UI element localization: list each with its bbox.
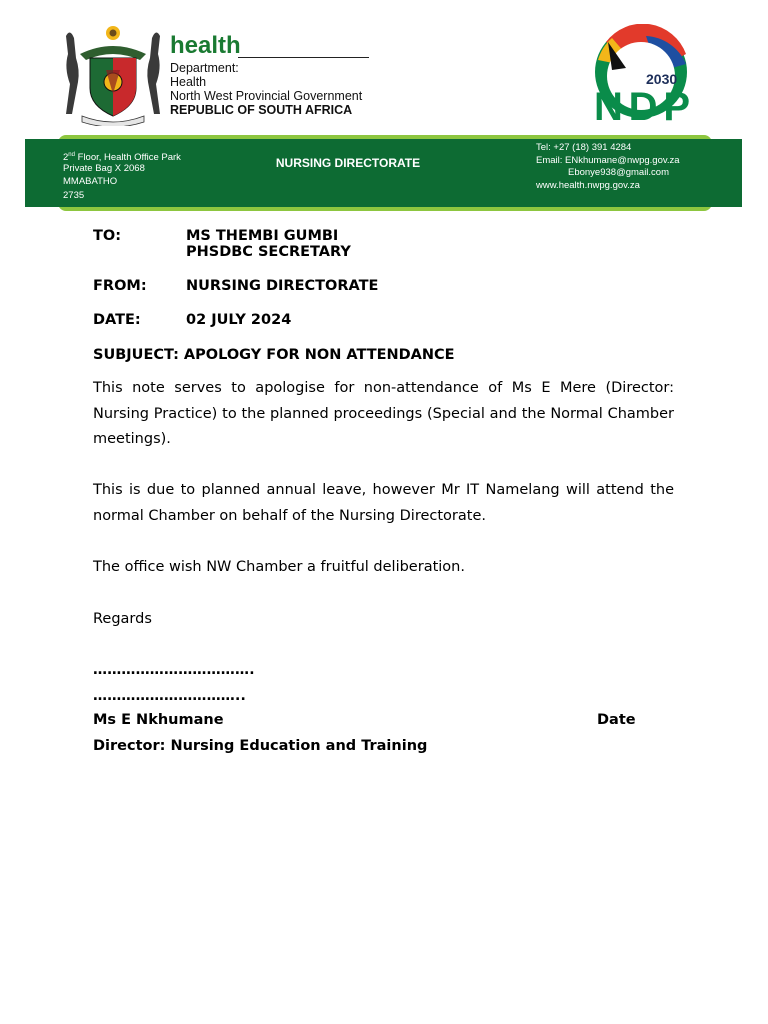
coat-of-arms-logo [60, 24, 166, 126]
ndp-2030-logo [586, 24, 696, 124]
department-name: Health [170, 75, 207, 89]
to-label: TO: [93, 228, 122, 244]
address-town: MMABATHO [63, 176, 118, 187]
signatory-title: Director: Nursing Education and Training [93, 738, 428, 754]
body-paragraph-3: The office wish NW Chamber a fruitful deliberation. [93, 559, 465, 575]
body-paragraph-1: This note serves to apologise for non-attendance of Ms E Mere (Director: Nursing Practice) to the planned proceedings (Special and the Normal Chamber meetings). [93, 380, 674, 447]
logo-rule [238, 57, 369, 58]
date-value: 02 JULY 2024 [186, 312, 292, 328]
from-value: NURSING DIRECTORATE [186, 278, 379, 294]
address-floor-text: Floor, Health Office Park [74, 152, 181, 164]
to-name: MS THEMBI GUMBI [186, 228, 339, 244]
signature-date-label: Date [597, 712, 636, 728]
body-paragraph-2: This is due to planned annual leave, however Mr IT Namelang will attend the normal Chamber on behalf of the Nursing Directorate. [93, 482, 674, 524]
signature-line-2: ………………………….. [93, 688, 247, 704]
contact-website: www.health.nwpg.gov.za [536, 180, 640, 191]
band-directorate-title: NURSING DIRECTORATE [275, 156, 421, 170]
signatory-name: Ms E Nkhumane [93, 712, 224, 728]
address-floor-number: 2 [63, 152, 69, 164]
address-floor-suffix: nd [68, 152, 75, 158]
address-postcode: 2735 [63, 190, 85, 201]
to-title: PHSDBC SECRETARY [186, 244, 351, 260]
from-label: FROM: [93, 278, 147, 294]
ndp-text: NDP [594, 85, 690, 124]
address-po-box: Private Bag X 2068 [63, 163, 145, 174]
health-logo-text: health [170, 32, 241, 59]
republic-line: REPUBLIC OF SOUTH AFRICA [170, 103, 353, 117]
contact-tel: Tel: +27 (18) 391 4284 [536, 142, 632, 153]
ndp-year: 2030 [646, 71, 678, 87]
contact-email: Email: ENkhumane@nwpg.gov.za [536, 155, 680, 166]
regards-text: Regards [93, 611, 152, 627]
subject-line: SUBJUECT: APOLOGY FOR NON ATTENDANCE [93, 347, 455, 363]
date-label: DATE: [93, 312, 141, 328]
contact-email-alt: Ebonye938@gmail.com [568, 167, 670, 178]
signature-line-1: ……………………………. [93, 662, 255, 678]
department-label: Department: [170, 61, 239, 75]
provincial-government: North West Provincial Government [170, 89, 363, 103]
